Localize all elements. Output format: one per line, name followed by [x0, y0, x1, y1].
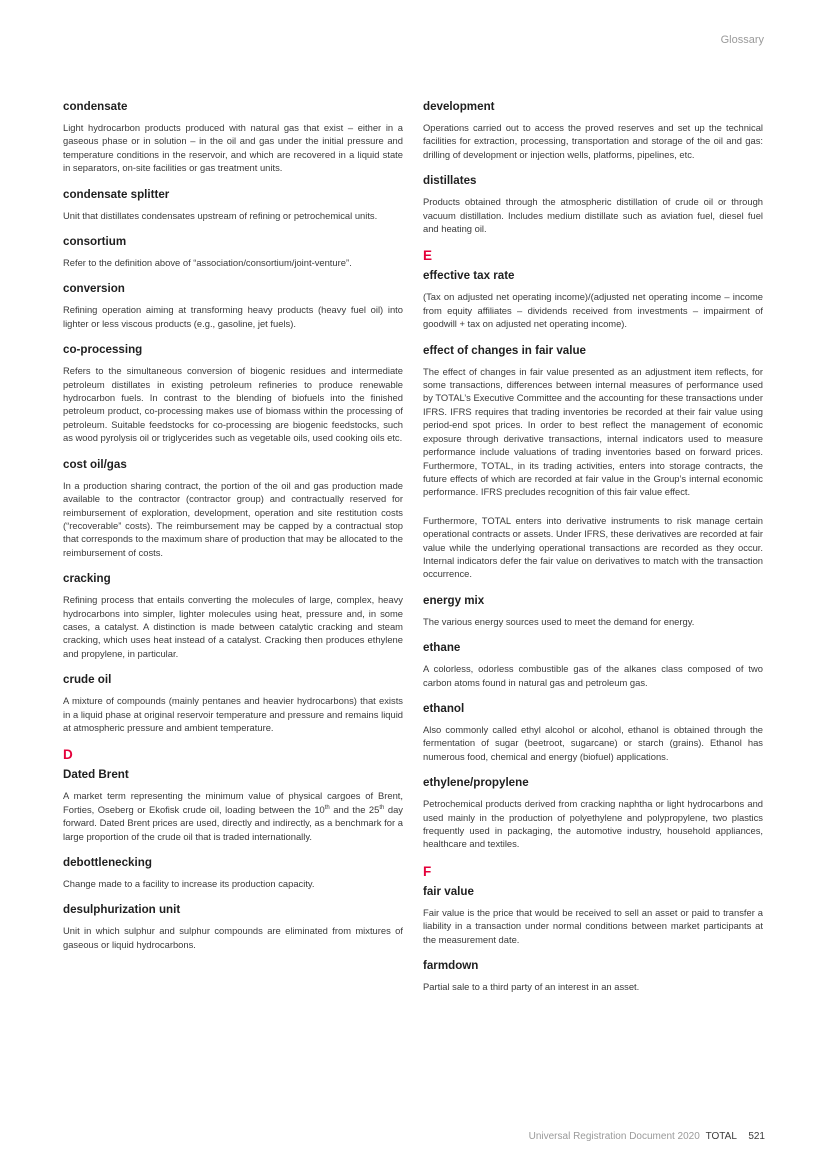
term-definition: Refining operation aiming at transforming heavy products (heavy fuel oil) into lighter or less viscous products (e.g., gasoline, jet fuels). [63, 304, 403, 329]
term-definition: In a production sharing contract, the portion of the oil and gas production made available to the contractor (contractor group) and contractually reserved for reimbursement of exploration, development, operation and site restitution costs (“recoverable” costs). The reimbursement may be capped by a contractual stop that corresponds to the maximum share of production that may be allocated to the reimbursement of costs. [63, 479, 403, 558]
glossary-entry [423, 885, 763, 946]
term-definition: Unit in which sulphur and sulphur compounds are eliminated from mixtures of gaseous or liquid hydrocarbons. [63, 925, 403, 950]
term-title: debottlenecking [63, 856, 152, 869]
section-letter-f: F [423, 863, 432, 879]
glossary-entry [63, 458, 403, 559]
glossary-entry [63, 343, 403, 444]
term-definition: Partial sale to a third party of an interest in an asset. [423, 981, 640, 993]
term-title: crude oil [63, 673, 112, 687]
term-definition: The effect of changes in fair value presented as an adjustment item reflects, for some transactions, differences between internal measures of performance used by TOTAL’s Executive Committee and the accounting for these transactions under IFRS. IFRS requires that trading inventories be recorded at their fair value using period-end spot prices. In order to best reflect the management of economic exposure through derivative transactions, internal indicators used to measure performance include valuations of trading inventories based on forward prices. Furthermore, TOTAL, in its trading activities, enters into storage contracts, the future effects of which are recorded at fair value in the Group’s internal economic performance. IFRS precludes recognition of this fair value effect. [423, 365, 763, 498]
term-title: fair value [423, 884, 474, 898]
term-title: farmdown [423, 959, 479, 973]
term-title: distillates [423, 174, 477, 188]
glossary-entry [63, 673, 403, 734]
term-title: ethanol [423, 701, 465, 715]
glossary-entry [63, 768, 403, 843]
section-letter-e: E [423, 248, 433, 264]
term-title: effect of changes in fair value [423, 343, 587, 357]
running-header: Glossary [720, 34, 764, 46]
term-definition: A market term representing the minimum value of physical cargoes of Brent, Forties, Oseberg or Ekofisk crude oil, loading between the 10th and the 25th day forward. Dated Brent prices are used, directly and indirectly, as a benchmark for a large proportion of the crude oil that is traded internationally. [63, 790, 403, 842]
glossary-entry [423, 594, 763, 628]
page-number: 521 [748, 1131, 765, 1142]
term-definition: Petrochemical products derived from cracking naphtha or light hydrocarbons and used mainly in the production of polyethylene and polypropylene, two plastics frequently used in packaging, the automotive industry, household appliances, healthcare and textiles. [423, 798, 763, 850]
term-title: Dated Brent [63, 768, 129, 782]
term-definition: Refer to the definition above of “association/consortium/joint-venture”. [63, 257, 352, 269]
term-title: development [423, 100, 495, 113]
term-definition-continued: Furthermore, TOTAL enters into derivative instruments to risk manage certain operational contracts or assets. Under IFRS, these derivatives are recorded at fair value while the underlying operational transactions are recorded as they occur. Internal indicators defer the fair value on derivatives to match with the transaction occurrence. [423, 514, 763, 580]
glossary-entry [423, 344, 763, 581]
term-title: conversion [63, 282, 125, 296]
term-title: energy mix [423, 593, 485, 607]
glossary-entry [63, 903, 403, 951]
glossary-entry [423, 776, 763, 851]
document-title: Universal Registration Document 2020 [528, 1131, 700, 1142]
glossary-entry [63, 282, 403, 330]
term-title: co-processing [63, 343, 143, 357]
section-letter-d: D [63, 747, 73, 763]
term-definition: A mixture of compounds (mainly pentanes and heavier hydrocarbons) that exists in a liquid phase at original reservoir temperature and pressure and remains liquid at atmospheric pressure and ambient temperature. [63, 695, 403, 733]
term-definition: Refers to the simultaneous conversion of biogenic residues and intermediate petroleum distillates in existing petroleum refineries to produce renewable hydrocarbon fuels. In contrast to the blending of biofuels into the finished petroleum product, co-processing makes use of biomass within the processing of petroleum. Suitable feedstocks for co-processing are biogenic feedstocks, such as wood pyrolysis oil or triglycerides such as vegetable oils, used cooking oils etc. [63, 365, 403, 444]
term-title: desulphurization unit [63, 903, 181, 917]
right-column [423, 100, 763, 1006]
glossary-entry [423, 269, 763, 330]
term-definition: Unit that distillates condensates upstream of refining or petrochemical units. [63, 209, 378, 221]
glossary-entry [63, 235, 403, 269]
term-title: condensate splitter [63, 187, 170, 201]
glossary-entry [423, 641, 763, 689]
glossary-entry [423, 174, 763, 235]
brand-name: TOTAL [705, 1131, 737, 1142]
term-definition: Products obtained through the atmospheric distillation of crude oil or through vacuum distillation. Includes medium distillate such as aviation fuel, diesel fuel and heating oil. [423, 196, 763, 235]
term-title: consortium [63, 235, 127, 249]
glossary-entry [63, 188, 403, 222]
term-title: effective tax rate [423, 269, 515, 283]
term-definition: Also commonly called ethyl alcohol or alcohol, ethanol is obtained through the fermentation of sugar (beetroot, sugarcane) or starch (grains). Ethanol has numerous food, chemical and energy (biofuel) applications. [423, 723, 763, 762]
term-definition: A colorless, odorless combustible gas of the alkanes class composed of two carbon atoms found in natural gas and petroleum gas. [423, 663, 763, 688]
term-definition: Refining process that entails converting the molecules of large, complex, heavy hydrocarbons into simpler, lighter molecules using heat, pressure and, in some cases, a catalyst. A distinction is made between catalytic cracking and steam cracking, which uses heat instead of a catalyst. Cracking then produces ethylene and propylene, in particular. [63, 594, 403, 659]
term-title: condensate [63, 100, 128, 113]
term-title: cracking [63, 572, 111, 586]
term-definition: Change made to a facility to increase its production capacity. [63, 878, 315, 889]
glossary-entry [63, 572, 403, 660]
left-column [63, 100, 403, 964]
glossary-entry [63, 100, 403, 175]
term-title: ethylene/propylene [423, 776, 529, 790]
term-definition: The various energy sources used to meet the demand for energy. [423, 615, 695, 627]
glossary-entry [63, 856, 403, 890]
term-title: ethane [423, 641, 461, 655]
term-definition: Fair value is the price that would be received to sell an asset or paid to transfer a liability in a transaction under normal conditions between market participants at the measurement date. [423, 906, 763, 945]
glossary-entry [423, 959, 763, 993]
term-title: cost oil/gas [63, 457, 127, 471]
term-definition: Light hydrocarbon products produced with natural gas that exist – either in a gaseous phase or in solution – in the oil and gas under the initial pressure and temperature conditions in the reservoir, and which are recovered in a liquid state in separators, on-site facilities or gas treatment units. [63, 122, 403, 174]
glossary-entry [423, 702, 763, 763]
term-definition: (Tax on adjusted net operating income)/(adjusted net operating income – income from equity affiliates – dividends received from investments – impairment of goodwill + tax on adjusted net operating income). [423, 291, 763, 330]
page-footer [529, 1131, 765, 1142]
term-definition: Operations carried out to access the proved reserves and set up the technical facilities for extraction, processing, transportation and storage of the oil and gas: drilling of development or injection wells, platforms, pipelines, etc. [423, 122, 763, 160]
glossary-entry [423, 100, 763, 161]
